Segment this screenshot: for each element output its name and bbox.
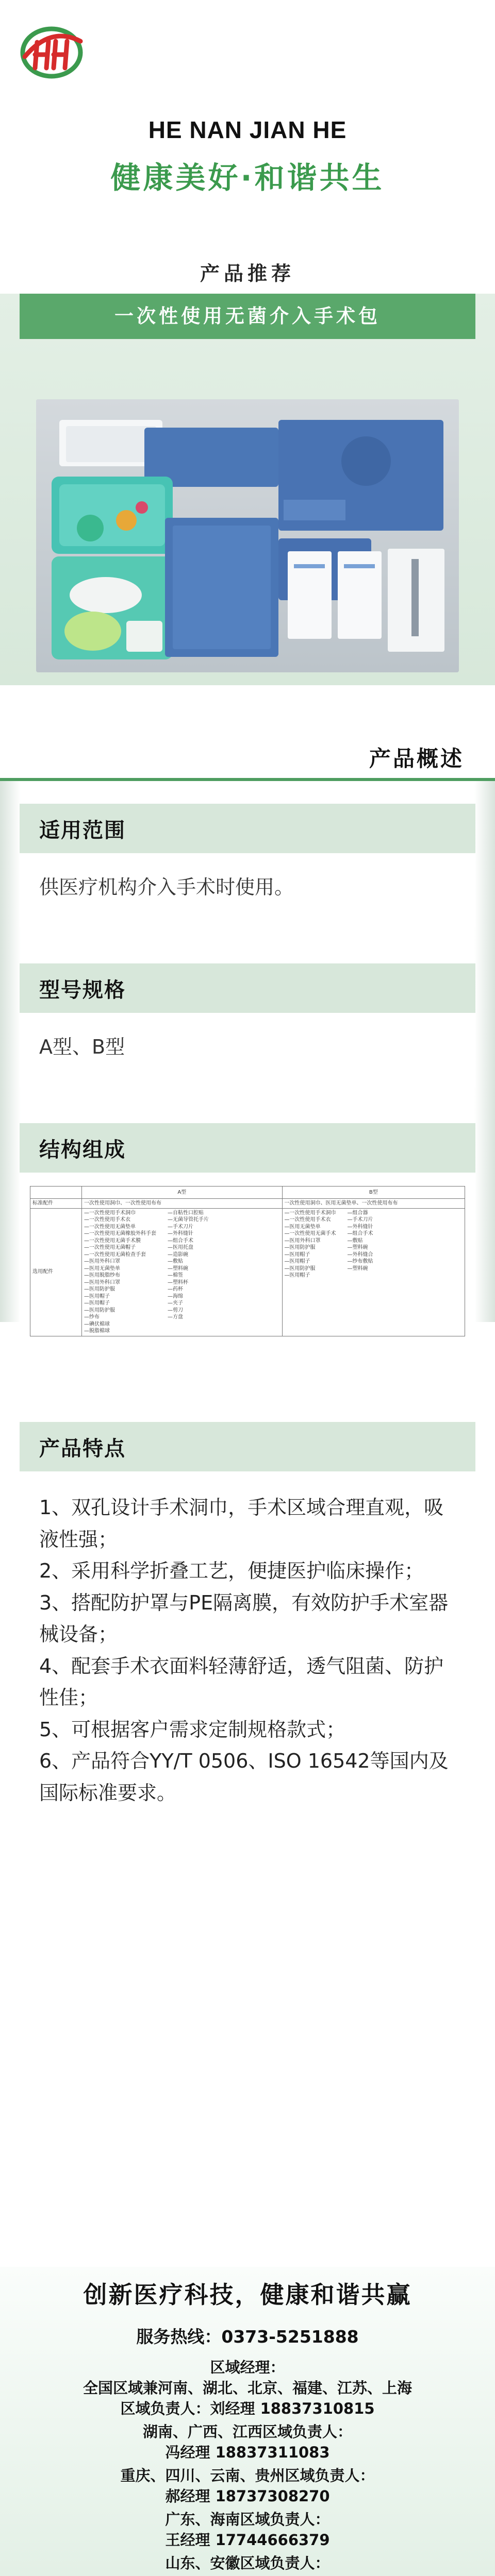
feature-item: 2、采用科学折叠工艺，便捷医护临床操作； [39,1560,424,1583]
region-block [0,2421,495,2463]
list-item: —医用帽子 [84,1293,110,1299]
list-item: —医用帽子 [284,1251,310,1258]
region-line: 冯经理 18837311083 [165,2444,330,2462]
region-block [0,2553,495,2576]
list-item: —脱脂棉球 [84,1328,110,1334]
contact-slogan: 创新医疗科技，健康和谐共赢 [83,2281,412,2309]
list-item: —一次性使用无菌手术膜 [84,1238,141,1244]
scope-card [20,804,475,927]
list-item: —造影碗 [168,1251,188,1258]
list-item: —医用帽子 [84,1300,110,1306]
spec-table [30,1186,465,1336]
list-item: —医用托盘 [168,1245,193,1250]
model-card [20,963,475,1087]
region-title: 湖南、广西、江西区域负责人： [142,2423,352,2441]
list-item: —一次性使用无菌手术 [284,1231,336,1236]
feature-item: 6、产品符合YY/T 0506、ISO 16542等国内及国际标准要求。 [39,1750,449,1804]
table-header-cell: B型 [282,1187,465,1199]
region-block [0,2465,495,2506]
brand-english-name: HE NAN JIAN HE [148,116,347,143]
list-item: —棉签 [168,1273,183,1278]
region-line: 王经理 17744666379 [165,2531,330,2549]
list-item: —一次性使用无菌帽子 [84,1245,136,1250]
table-row [30,1208,465,1336]
list-item: —一次性使用无菌垫单 [84,1224,136,1230]
list-item: —一次性使用手术洞巾 [84,1210,136,1216]
list-item: —一次性使用手术衣 [84,1217,130,1223]
list-item: —外科缝针 [168,1231,193,1236]
region-block [0,2357,495,2419]
feature-item: 3、搭配防护罩与PE隔离膜，有效防护手术室器械设备； [39,1591,449,1646]
hotline: 服务热线：0373-5251888 [136,2327,359,2347]
row-label: 标准配件 [30,1199,82,1209]
table-row [30,1199,465,1209]
product-band [0,294,495,685]
list-item: —组合器 [347,1210,368,1216]
list-item: —医用脱脂纱布 [84,1273,120,1278]
region-block [0,2509,495,2550]
list [84,1210,156,1335]
list-item: —一次性使用手术洞巾 [284,1210,336,1216]
row-label: 选用配件 [30,1208,82,1336]
table-header-cell: A型 [82,1187,283,1199]
scope-heading: 适用范围 [20,804,475,853]
list-item: —自粘性口腔贴 [168,1210,204,1216]
list-item: —剪刀 [168,1307,183,1313]
list-item: —医用帽子 [284,1273,310,1278]
feature-item: 1、双孔设计手术洞巾，手术区域合理直观，吸液性强； [39,1496,444,1551]
list-item: —敷贴 [347,1238,363,1244]
table-header-row [30,1187,465,1199]
shadow-left [0,781,21,1322]
section-kicker: 产品推荐 [200,262,295,285]
header [0,0,495,242]
list-item: —一次性使用手术衣 [284,1217,331,1223]
list-item: —医用帽子 [284,1259,310,1264]
region-title: 山东、安徽区域负责人： [165,2554,330,2572]
table-cell [82,1208,283,1336]
list-item: —医用防护服 [284,1245,316,1250]
list-item: —一次性使用无菌橡胶外科手套 [84,1231,156,1236]
scope-text: 供医疗机构介入手术时使用。 [39,876,294,899]
overview-divider [0,778,495,781]
list-item: —手术刀片 [347,1217,373,1223]
features-heading: 产品特点 [20,1422,475,1471]
list-item: —医用外科口罩 [284,1238,321,1244]
list-item: —医用外科口罩 [84,1279,120,1285]
list [348,1210,373,1279]
table-cell [282,1208,465,1336]
shadow-right [474,781,495,1322]
model-heading: 型号规格 [20,963,475,1013]
list-item: —外科缝合 [347,1251,373,1258]
list [285,1210,336,1279]
list-item: —海绵 [168,1293,183,1299]
region-title: 重庆、四川、云南、贵州区域负责人： [120,2467,375,2484]
cell-text: 一次性使用洞巾、一次性使用布布 [84,1200,161,1206]
list [168,1210,209,1335]
structure-heading: 结构组成 [20,1123,475,1173]
features-list [20,1471,475,1809]
list-item: —敷贴 [168,1259,183,1264]
model-text: A型、B型 [39,1036,125,1058]
list-item: —医用无菌垫单 [284,1224,321,1230]
features-card [20,1422,475,2236]
list-item: —手术刀片 [168,1224,193,1230]
structure-card [20,1123,475,1381]
list-item: —塑料碗 [347,1265,368,1272]
list-item: —夹子 [168,1300,183,1306]
brand-slogan: 健康美好·和谐共生 [110,160,385,195]
product-photo [36,399,459,672]
list-item: —医用防护服 [84,1307,115,1313]
table-cell [282,1199,465,1209]
list-item: —碘伏棉球 [84,1321,110,1327]
region-line: 全国区域兼河南、湖北、北京、福建、江苏、上海 [82,2379,412,2397]
list-item: —塑料杯 [168,1279,188,1285]
list-item: —塑料碗 [347,1245,368,1250]
list-item: —医用外科口罩 [84,1259,120,1264]
cell-text: 一次性使用洞巾、医用无菌垫单、一次性使用布布 [284,1200,398,1206]
list-item: —方盘 [168,1314,183,1320]
region-line [0,2573,495,2576]
company-logo [20,21,84,82]
list-item: —纱布敷贴 [347,1259,373,1264]
region-line: 区域负责人：刘经理 18837310815 [120,2400,375,2418]
list-item: —医用防护服 [284,1265,316,1272]
region-title: 广东、海南区域负责人： [165,2511,330,2528]
list-item: —塑料碗 [168,1265,188,1272]
feature-item: 4、配套手术衣面料轻薄舒适，透气阻菌、防护性佳； [39,1654,444,1709]
list-item: —医用防护服 [84,1286,115,1292]
feature-item: 5、可根据客户需求定制规格款式； [39,1718,346,1741]
region-line: 郝经理 18737308270 [165,2487,330,2505]
list-item: —组合手术 [347,1231,373,1236]
list-item: —外科缝针 [347,1224,373,1230]
region-title: 区域经理： [210,2359,285,2376]
table-header-cell [30,1187,82,1199]
table-cell [82,1199,283,1209]
list-item: —无菌导管托手片 [168,1217,209,1223]
list-item: —医用无菌垫单 [84,1265,120,1272]
product-title: 一次性使用无菌介入手术包 [20,294,475,339]
list-item: —药杯 [168,1286,183,1292]
overview-title: 产品概述 [369,746,464,771]
list-item: —组合手术 [168,1238,193,1244]
list-item: —一次性使用无菌检查手套 [84,1251,146,1258]
list-item: —纱布 [84,1314,100,1320]
